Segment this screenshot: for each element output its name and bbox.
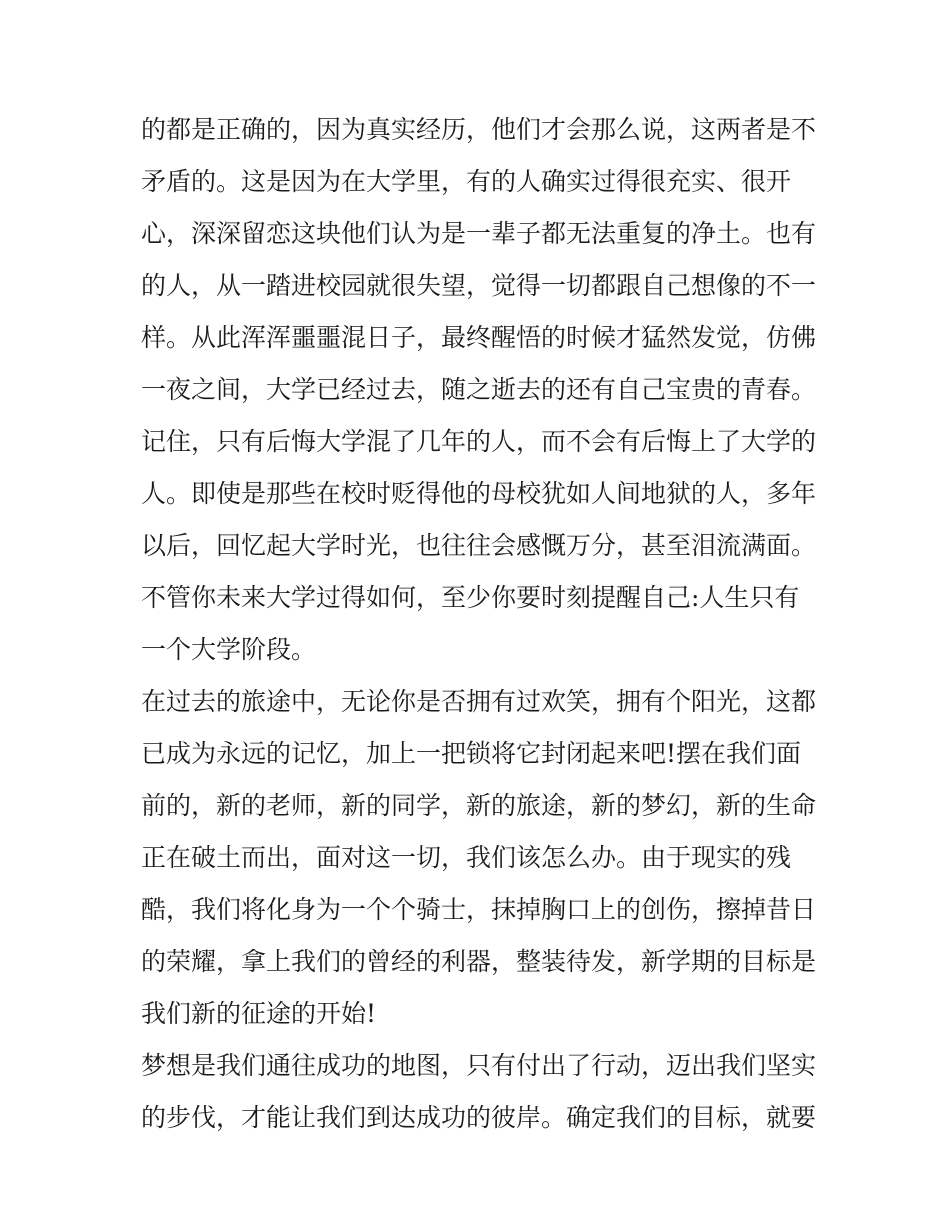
text-line: 的荣耀，拿上我们的曾经的利器，整装待发，新学期的目标是 bbox=[141, 947, 816, 976]
text-line: 一夜之间，大学已经过去，随之逝去的还有自己宝贵的青春。 bbox=[141, 375, 816, 404]
text-line: 以后，回忆起大学时光，也往往会感慨万分，甚至泪流满面。 bbox=[141, 531, 816, 560]
text-line: 在过去的旅途中，无论你是否拥有过欢笑，拥有个阳光，这都 bbox=[141, 687, 816, 716]
text-line: 一个大学阶段。 bbox=[141, 635, 317, 664]
text-line: 的人，从一踏进校园就很失望，觉得一切都跟自己想像的不一 bbox=[141, 271, 816, 300]
text-line: 的步伐，才能让我们到达成功的彼岸。确定我们的目标，就要 bbox=[141, 1103, 816, 1132]
text-line: 矛盾的。这是因为在大学里，有的人确实过得很充实、很开 bbox=[141, 167, 792, 196]
text-line: 前的，新的老师，新的同学，新的旅途，新的梦幻，新的生命 bbox=[141, 791, 816, 820]
text-line: 我们新的征途的开始! bbox=[141, 999, 377, 1028]
body-text bbox=[141, 104, 816, 1144]
text-line: 的都是正确的，因为真实经历，他们才会那么说，这两者是不 bbox=[141, 115, 816, 144]
text-line: 心，深深留恋这块他们认为是一辈子都无法重复的净土。也有 bbox=[141, 219, 816, 248]
text-line: 梦想是我们通往成功的地图，只有付出了行动，迈出我们坚实 bbox=[141, 1051, 816, 1080]
text-line: 人。即使是那些在校时贬得他的母校犹如人间地狱的人，多年 bbox=[141, 479, 816, 508]
text-line: 已成为永远的记忆，加上一把锁将它封闭起来吧!摆在我们面 bbox=[141, 739, 802, 768]
text-line: 不管你未来大学过得如何，至少你要时刻提醒自己:人生只有 bbox=[141, 583, 800, 612]
text-line: 正在破土而出，面对这一切，我们该怎么办。由于现实的残 bbox=[141, 843, 792, 872]
text-line: 样。从此浑浑噩噩混日子，最终醒悟的时候才猛然发觉，仿佛 bbox=[141, 323, 816, 352]
text-line: 记住，只有后悔大学混了几年的人，而不会有后悔上了大学的 bbox=[141, 427, 816, 456]
text-line: 酷，我们将化身为一个个骑士，抹掉胸口上的创伤，擦掉昔日 bbox=[141, 895, 816, 924]
